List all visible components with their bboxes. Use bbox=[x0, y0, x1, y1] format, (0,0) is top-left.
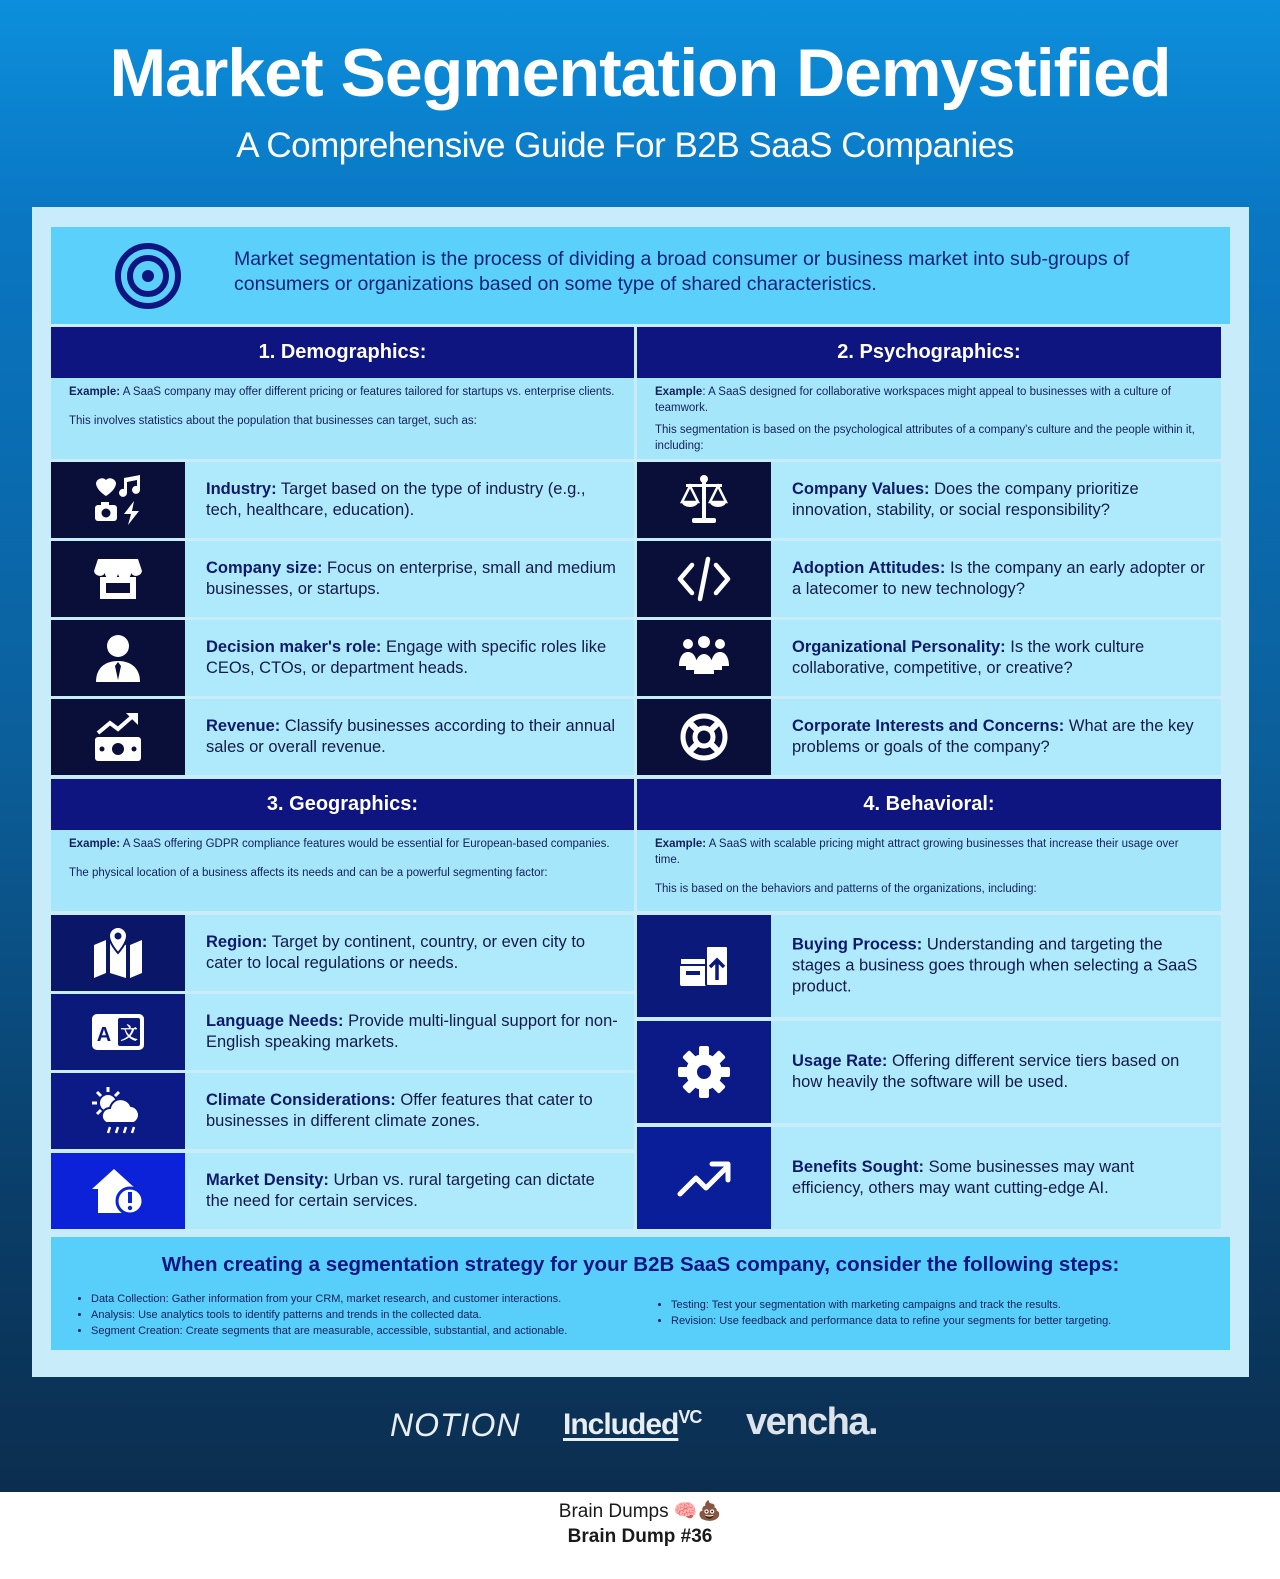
item-text: Revenue: Classify businesses according to their annual sales or overall revenue. bbox=[206, 717, 616, 756]
page-subtitle: A Comprehensive Guide For B2B SaaS Companies bbox=[236, 126, 1014, 165]
included-vc-logo: Included$^{VC}$ bbox=[563, 1407, 702, 1441]
steps-box bbox=[51, 1237, 1230, 1350]
example-text: : A SaaS designed for collaborative workspaces might appeal to businesses with a culture of teamwork. bbox=[655, 386, 1171, 414]
map-pin-icon bbox=[51, 915, 185, 991]
list-item bbox=[51, 915, 634, 991]
section-description-geographics bbox=[51, 830, 634, 911]
list-item bbox=[51, 1073, 634, 1149]
section-heading-geographics: 3. Geographics: bbox=[51, 779, 634, 830]
item-text: Buying Process: Understanding and targeting the stages a business goes through when selecting a SaaS product. bbox=[792, 935, 1198, 996]
vencha-logo: vencha. bbox=[746, 1401, 878, 1443]
list-item bbox=[51, 620, 634, 696]
list-item bbox=[51, 1153, 634, 1229]
target-icon bbox=[115, 243, 181, 309]
list-item bbox=[637, 915, 1221, 1017]
footer-issue: Brain Dump #36 bbox=[567, 1526, 713, 1547]
description-text: The physical location of a business affects its needs and can be a powerful segmenting factor: bbox=[69, 867, 548, 879]
item-text: Usage Rate: Offering different service tiers based on how heavily the software will be used. bbox=[792, 1052, 1180, 1091]
list-item: • Revision: Use feedback and performance data to refine your segments for better targeting. bbox=[671, 1313, 1231, 1329]
list-item bbox=[637, 1021, 1221, 1123]
item-text: Market Density: Urban vs. rural targeting can dictate the need for certain services. bbox=[206, 1171, 595, 1210]
item-text: Region: Target by continent, country, or even city to cater to local regulations or needs. bbox=[206, 933, 586, 972]
list-item bbox=[637, 699, 1221, 775]
user-tie-icon bbox=[51, 620, 185, 696]
store-icon bbox=[51, 541, 185, 617]
house-alert-icon bbox=[51, 1153, 185, 1229]
example-label: Example: bbox=[69, 838, 121, 850]
section-heading-psychographics: 2. Psychographics: bbox=[637, 327, 1221, 378]
language-icon bbox=[51, 994, 185, 1070]
item-text: Language Needs: Provide multi-lingual support for non-English speaking markets. bbox=[206, 1012, 618, 1051]
section-heading-demographics: 1. Demographics: bbox=[51, 327, 634, 378]
list-item bbox=[637, 1127, 1221, 1229]
page-title: Market Segmentation Demystified bbox=[109, 35, 1171, 111]
item-text: Benefits Sought: Some businesses may want efficiency, others may want cutting-edge AI. bbox=[792, 1158, 1135, 1197]
item-text: Company Values: Does the company prioritize innovation, stability, or social responsibility? bbox=[792, 480, 1139, 519]
item-text: Industry: Target based on the type of industry (e.g., tech, healthcare, education). bbox=[206, 480, 586, 519]
list-item: • Segment Creation: Create segments that are measurable, accessible, substantial, and actionable. bbox=[91, 1323, 651, 1339]
notion-logo: NOTION bbox=[390, 1407, 521, 1443]
money-growth-icon bbox=[51, 699, 185, 775]
section-heading-behavioral: 4. Behavioral: bbox=[637, 779, 1221, 830]
box-upload-icon bbox=[637, 915, 771, 1017]
partner-logos bbox=[0, 1397, 1280, 1457]
heart-music-camera-bolt-icon bbox=[51, 462, 185, 538]
section-description-demographics bbox=[51, 378, 634, 459]
example-text: A SaaS offering GDPR compliance features would be essential for European-based companies. bbox=[122, 838, 610, 850]
gear-icon bbox=[637, 1021, 771, 1123]
section-description-behavioral bbox=[637, 830, 1221, 911]
code-icon bbox=[637, 541, 771, 617]
steps-title: When creating a segmentation strategy for your B2B SaaS company, consider the following steps: bbox=[161, 1253, 1120, 1276]
list-item bbox=[637, 462, 1221, 538]
description-text: This involves statistics about the population that businesses can target, such as: bbox=[69, 415, 477, 427]
example-label: Example: bbox=[655, 838, 707, 850]
item-text: Adoption Attitudes: Is the company an early adopter or a latecomer to new technology? bbox=[792, 559, 1205, 598]
example-text: A SaaS company may offer different pricing or features tailored for startups vs. enterprise clients. bbox=[122, 386, 615, 398]
example-label: Example bbox=[655, 386, 703, 398]
list-item bbox=[51, 541, 634, 617]
svg-text:文: 文 bbox=[120, 1024, 138, 1044]
scale-icon bbox=[637, 462, 771, 538]
team-icon bbox=[637, 620, 771, 696]
item-text: Climate Considerations: Offer features that cater to businesses in different climate zones. bbox=[206, 1091, 593, 1130]
list-item bbox=[51, 994, 634, 1070]
footer-series: Brain Dumps 🧠💩 bbox=[558, 1501, 722, 1522]
list-item bbox=[51, 462, 634, 538]
example-label: Example: bbox=[69, 386, 121, 398]
item-text: Corporate Interests and Concerns: What are the key problems or goals of the company? bbox=[792, 717, 1194, 756]
list-item: • Data Collection: Gather information from your CRM, market research, and customer interactions. bbox=[91, 1291, 651, 1307]
intro-text: Market segmentation is the process of dividing a broad consumer or business market into sub-groups of consumers or organizations based on some type of shared characteristics. bbox=[234, 248, 1130, 295]
life-ring-icon bbox=[637, 699, 771, 775]
item-text: Company size: Focus on enterprise, small and medium businesses, or startups. bbox=[206, 559, 616, 598]
svg-text:A: A bbox=[96, 1024, 112, 1046]
steps-list-right bbox=[657, 1297, 1231, 1329]
weather-icon bbox=[51, 1073, 185, 1149]
list-item: • Testing: Test your segmentation with marketing campaigns and track the results. bbox=[671, 1297, 1231, 1313]
steps-list-left bbox=[77, 1291, 651, 1339]
list-item bbox=[637, 541, 1221, 617]
trend-up-icon bbox=[637, 1127, 771, 1229]
section-description-psychographics bbox=[637, 378, 1221, 459]
example-text: A SaaS with scalable pricing might attract growing businesses that increase their usage over time. bbox=[655, 838, 1179, 866]
description-text: This segmentation is based on the psychological attributes of a company's culture and the people within it, including: bbox=[655, 424, 1195, 452]
item-text: Decision maker's role: Engage with specific roles like CEOs, CTOs, or department heads. bbox=[206, 638, 607, 677]
description-text: This is based on the behaviors and patterns of the organizations, including: bbox=[655, 883, 1037, 895]
list-item bbox=[637, 620, 1221, 696]
item-text: Organizational Personality: Is the work culture collaborative, competitive, or creative? bbox=[792, 638, 1145, 677]
intro-box bbox=[51, 227, 1230, 324]
list-item: • Analysis: Use analytics tools to identify patterns and trends in the collected data. bbox=[91, 1307, 651, 1323]
list-item bbox=[51, 699, 634, 775]
